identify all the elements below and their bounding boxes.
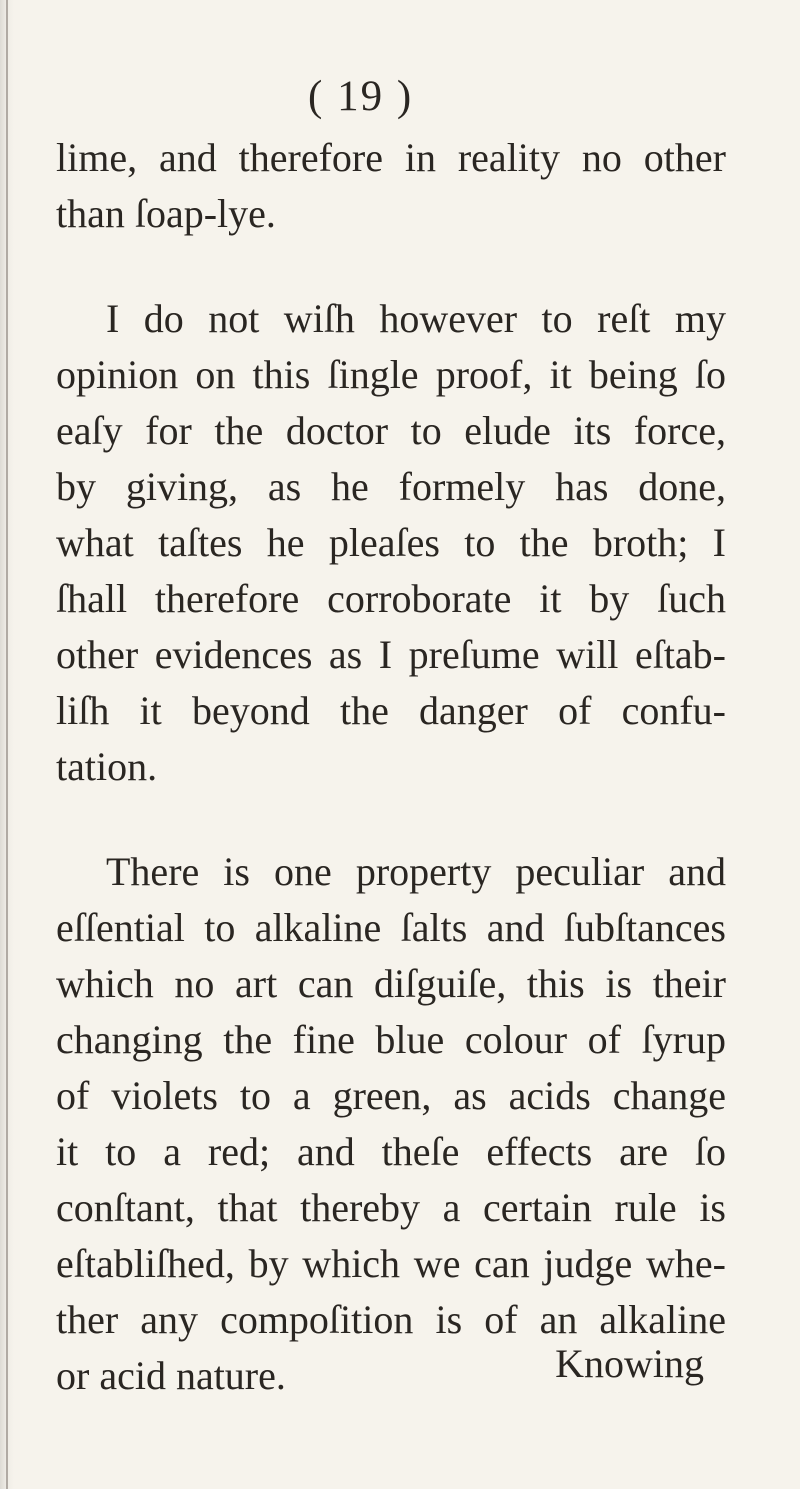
text-line: tation.: [56, 744, 158, 789]
text-line: than ſoap-lye.: [56, 191, 276, 236]
text-line: or acid nature.: [56, 1353, 286, 1398]
text-line: ther any compoſition is of an alkaline: [56, 1297, 726, 1342]
paragraph-gap: [56, 795, 726, 844]
text-line: lime, and therefore in reality no other: [56, 135, 726, 180]
text-line: I do not wiſh however to reſt my: [106, 296, 726, 341]
body-text: [56, 130, 726, 1404]
binding-edge: [6, 0, 8, 1489]
text-line: it to a red; and theſe effects are ſo: [56, 1129, 726, 1174]
text-line: eſtabliſhed, by which we can judge whe-: [56, 1241, 726, 1286]
text-line: what taſtes he pleaſes to the broth; I: [56, 520, 726, 565]
text-line: conſtant, that thereby a certain rule is: [56, 1185, 726, 1230]
text-line: by giving, as he formely has done,: [56, 464, 726, 509]
text-line: eſſential to alkaline ſalts and ſubſtances: [56, 905, 726, 950]
text-line: opinion on this ſingle proof, it being ſo: [56, 352, 726, 397]
text-line: liſh it beyond the danger of confu-: [56, 688, 726, 733]
text-line: eaſy for the doctor to elude its force,: [56, 408, 726, 453]
text-line: ſhall therefore corroborate it by ſuch: [56, 576, 726, 621]
paragraph-gap: [56, 242, 726, 291]
text-line: other evidences as I preſume will eſtab-: [56, 632, 726, 677]
text-line: of violets to a green, as acids change: [56, 1073, 726, 1118]
text-line: which no art can diſguiſe, this is their: [56, 961, 726, 1006]
page-number: ( 19 ): [308, 73, 414, 120]
text-line: There is one property peculiar and: [106, 849, 726, 894]
text-line: changing the fine blue colour of ſyrup: [56, 1017, 726, 1062]
catchword: Knowing: [555, 1341, 704, 1386]
